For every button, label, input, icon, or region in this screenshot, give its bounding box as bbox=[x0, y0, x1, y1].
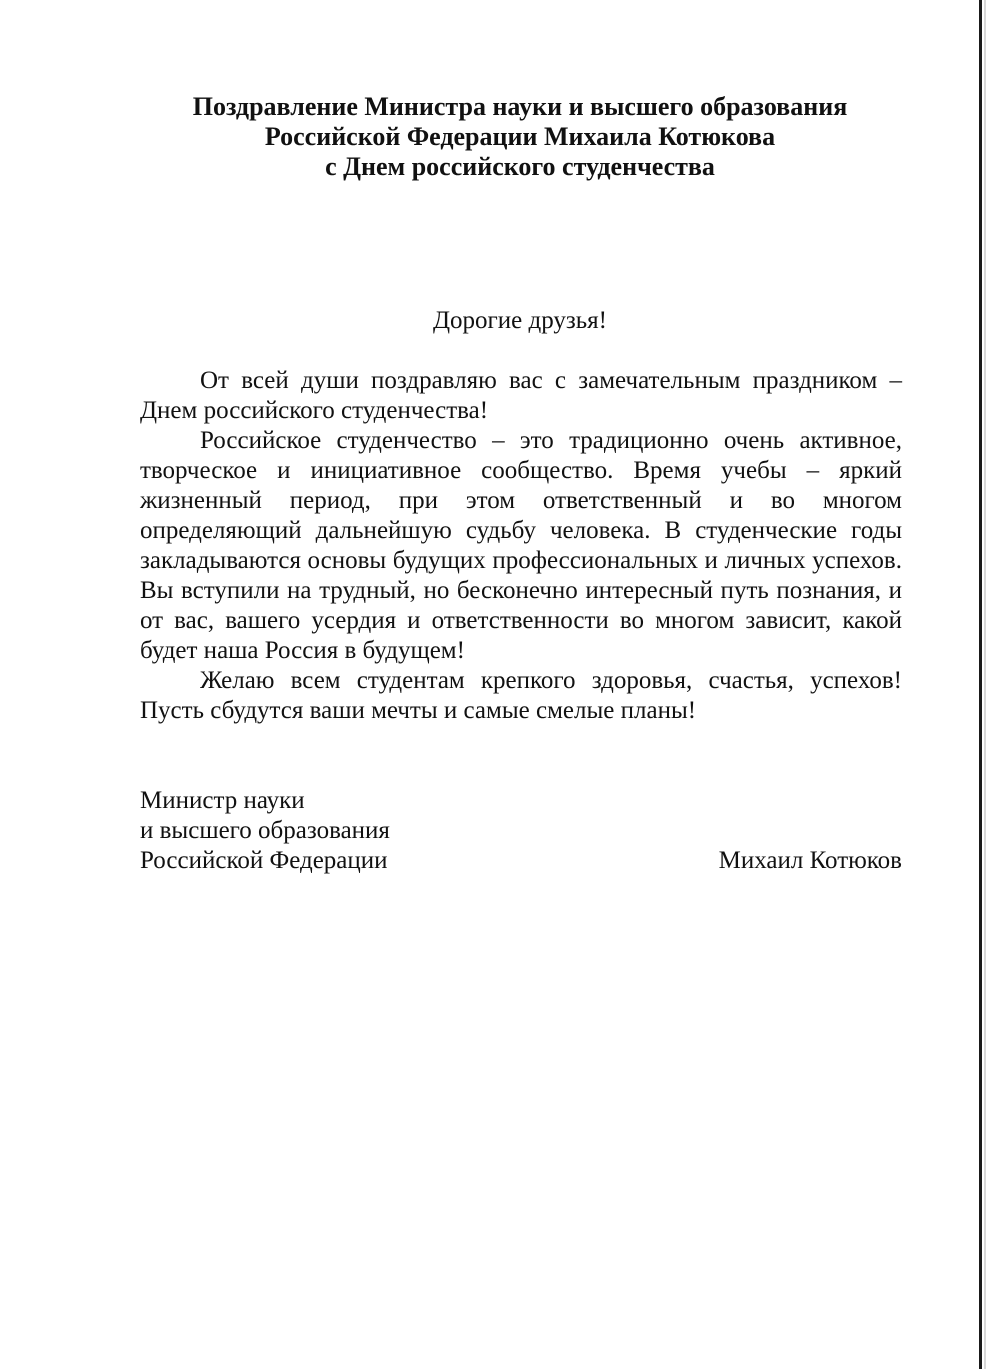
signer-title-line: Министр науки bbox=[140, 787, 305, 814]
scan-shadow-edge bbox=[984, 0, 986, 1369]
document-header bbox=[0, 92, 1000, 182]
header-line: Поздравление Министра науки и высшего образования bbox=[192, 92, 848, 121]
paragraph: Желаю всем студентам крепкого здоровья, счастья, успехов! Пусть сбудутся ваши мечты и самые смелые планы! bbox=[140, 667, 902, 724]
scan-border-edge bbox=[979, 0, 982, 1369]
paragraph: От всей души поздравляю вас с замечательным праздником – Днем российского студенчества! bbox=[140, 367, 902, 424]
header-line: с Днем российского студенчества bbox=[325, 152, 715, 181]
paragraph: Российское студенчество – это традиционно очень активное, творческое и инициативное сообщество. Время учебы – яркий жизненный период, при этом ответственный и во многом определяющий дальнейшую судьбу человека. В студенческие годы закладываются основы будущих профессиональных и личных успехов. Вы вступили на трудный, но бесконечно интересный путь познания, и от вас, вашего усердия и ответственности во многом зависит, какой будет наша Россия в будущем! bbox=[140, 427, 902, 664]
signer-title-line: Российской Федерации bbox=[140, 847, 388, 874]
signer-title-line: и высшего образования bbox=[140, 817, 390, 844]
letter-body bbox=[140, 366, 902, 726]
greeting: Дорогие друзья! bbox=[432, 307, 608, 334]
signature-block bbox=[140, 786, 902, 876]
header-line: Российской Федерации Михаила Котюкова bbox=[264, 122, 776, 151]
signer-name: Михаил Котюков bbox=[718, 847, 902, 874]
